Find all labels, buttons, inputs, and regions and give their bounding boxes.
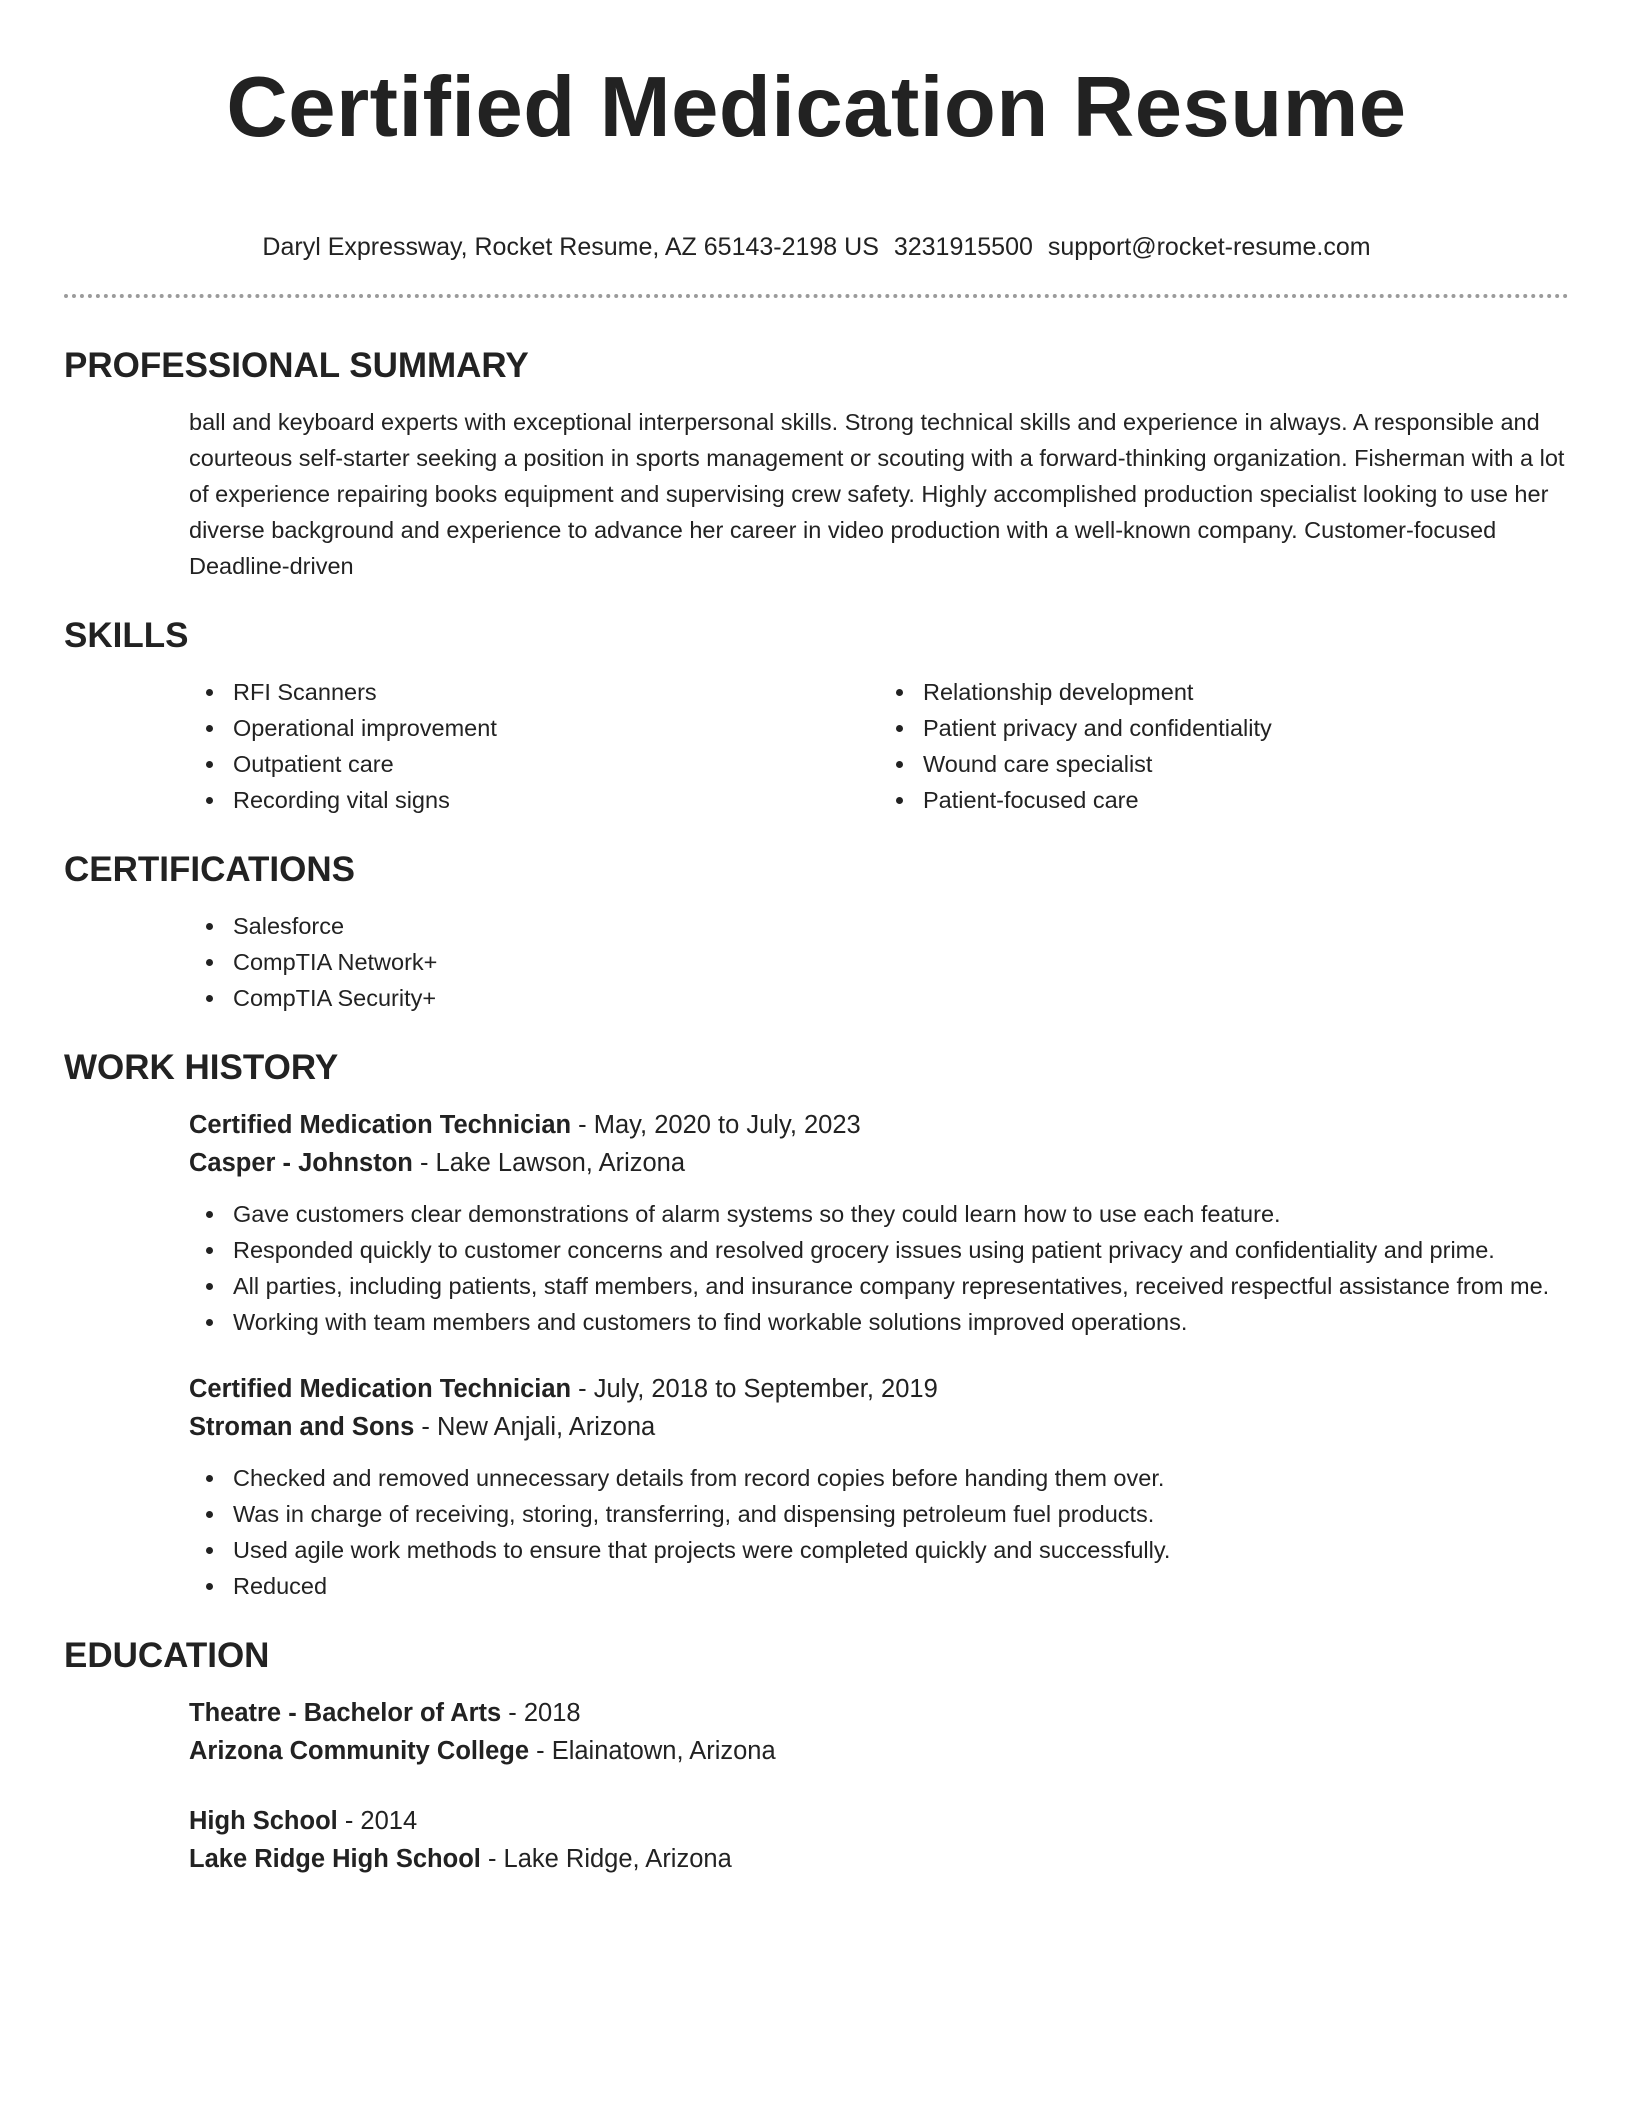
job-duties-list: [189, 1196, 1569, 1340]
job-dates: - July, 2018 to September, 2019: [571, 1375, 938, 1403]
job-company: Casper - Johnston: [189, 1149, 413, 1177]
skill-item: Patient-focused care: [923, 782, 1569, 818]
education-school: Lake Ridge High School: [189, 1845, 481, 1873]
skill-item: RFI Scanners: [233, 674, 879, 710]
education-degree-line: [189, 1802, 1569, 1840]
certification-item: CompTIA Security+: [233, 980, 1569, 1016]
skills-list-right: [879, 674, 1569, 818]
education-school: Arizona Community College: [189, 1737, 530, 1765]
skill-item: Relationship development: [923, 674, 1569, 710]
job-role: Certified Medication Technician: [189, 1375, 572, 1403]
education-degree: Theatre - Bachelor of Arts: [189, 1699, 502, 1727]
job-duty: Used agile work methods to ensure that projects were completed quickly and successfully.: [233, 1532, 1569, 1568]
job-company-line: [189, 1408, 1569, 1446]
skill-item: Operational improvement: [233, 710, 879, 746]
job-duty: All parties, including patients, staff members, and insurance company representatives, received respectful assistance from me.: [233, 1268, 1569, 1304]
contact-phone: 3231915500: [893, 233, 1033, 261]
education-entry: [64, 1802, 1569, 1878]
job-company: Stroman and Sons: [189, 1413, 415, 1441]
education-year: - 2014: [337, 1807, 418, 1835]
job-duty: Was in charge of receiving, storing, transferring, and dispensing petroleum fuel products.: [233, 1496, 1569, 1532]
certification-item: CompTIA Network+: [233, 944, 1569, 980]
education-degree-line: [189, 1694, 1569, 1732]
header-divider: [64, 294, 1569, 298]
job-dates: - May, 2020 to July, 2023: [571, 1111, 861, 1139]
skill-item: Patient privacy and confidentiality: [923, 710, 1569, 746]
summary-section: [64, 346, 1569, 584]
summary-heading: PROFESSIONAL SUMMARY: [64, 346, 529, 385]
education-degree: High School: [189, 1807, 338, 1835]
skill-item: Wound care specialist: [923, 746, 1569, 782]
work-history-heading: WORK HISTORY: [64, 1048, 339, 1087]
certifications-list: [189, 908, 1569, 1016]
job-title-line: [189, 1106, 1569, 1144]
education-school-line: [189, 1840, 1569, 1878]
skills-heading: SKILLS: [64, 616, 189, 655]
job-entry: [64, 1106, 1569, 1340]
skills-grid: [189, 674, 1569, 818]
contact-line: [64, 232, 1569, 262]
certification-item: Salesforce: [233, 908, 1569, 944]
job-location: - New Anjali, Arizona: [414, 1413, 656, 1441]
job-duty: Checked and removed unnecessary details from record copies before handing them over.: [233, 1460, 1569, 1496]
education-location: - Lake Ridge, Arizona: [480, 1845, 732, 1873]
job-duties-list: [189, 1460, 1569, 1604]
education-entry: [64, 1694, 1569, 1770]
education-school-line: [189, 1732, 1569, 1770]
certifications-heading: CERTIFICATIONS: [64, 850, 356, 889]
education-location: - Elainatown, Arizona: [529, 1737, 776, 1765]
education-section: [64, 1636, 1569, 1878]
job-location: - Lake Lawson, Arizona: [412, 1149, 686, 1177]
job-company-line: [189, 1144, 1569, 1182]
skill-item: Recording vital signs: [233, 782, 879, 818]
skill-item: Outpatient care: [233, 746, 879, 782]
skills-section: [64, 616, 1569, 818]
job-entry: [64, 1370, 1569, 1604]
education-heading: EDUCATION: [64, 1636, 270, 1675]
certifications-section: [64, 850, 1569, 1016]
summary-text: ball and keyboard experts with exceptional interpersonal skills. Strong technical skills and experience in always. A responsible and courteous self-starter seeking a position in sports management or scouting with a forward-thinking organization. Fisherman with a lot of experience repairing books equipment and supervising crew safety. Highly accomplished production specialist looking to use her diverse background and experience to advance her career in video production with a well-known company. Customer-focused Deadline-driven: [189, 409, 1565, 579]
contact-email: support@rocket-resume.com: [1047, 233, 1371, 261]
education-year: - 2018: [501, 1699, 581, 1727]
job-title-line: [189, 1370, 1569, 1408]
resume-title: Certified Medication Resume: [226, 60, 1407, 155]
job-duty: Working with team members and customers to find workable solutions improved operations.: [233, 1304, 1569, 1340]
job-role: Certified Medication Technician: [189, 1111, 572, 1139]
skills-list-left: [189, 674, 879, 818]
work-history-section: [64, 1048, 1569, 1604]
contact-address: Daryl Expressway, Rocket Resume, AZ 65143-2198 US: [262, 233, 879, 261]
job-duty: Responded quickly to customer concerns and resolved grocery issues using patient privacy and confidentiality and prime.: [233, 1232, 1569, 1268]
job-duty: Reduced: [233, 1568, 1569, 1604]
job-duty: Gave customers clear demonstrations of alarm systems so they could learn how to use each feature.: [233, 1196, 1569, 1232]
